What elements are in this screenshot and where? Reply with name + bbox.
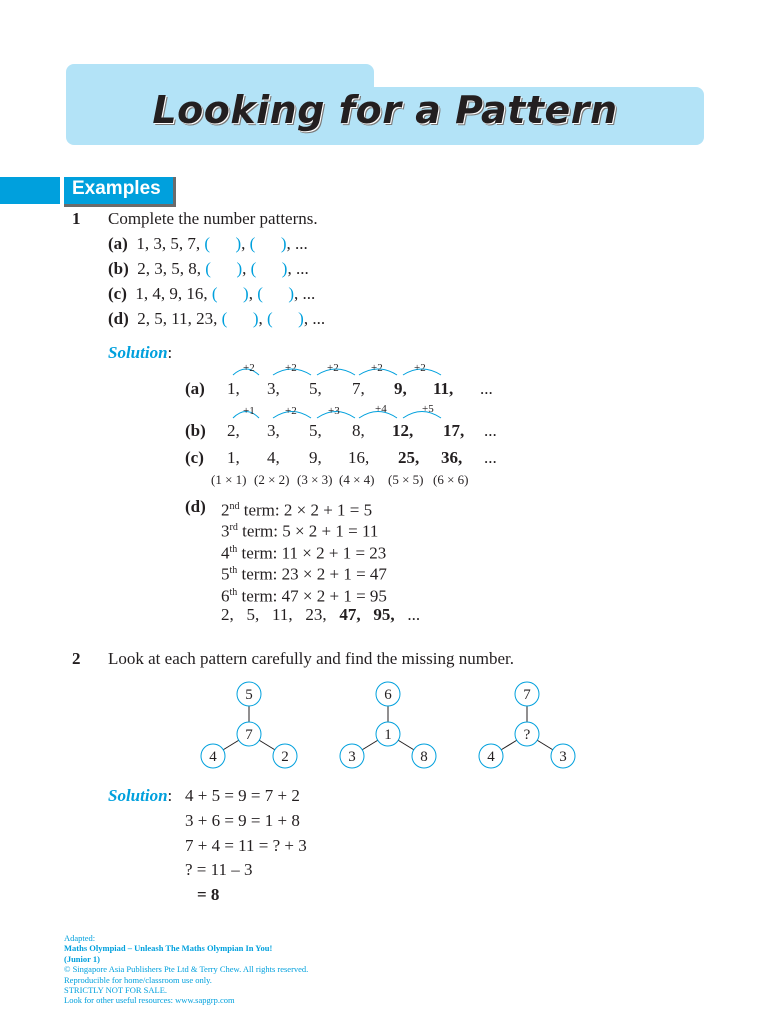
sequence-answer: 12, xyxy=(392,421,414,440)
sequence-term: 3, xyxy=(267,379,280,398)
sequence-tail: , ... xyxy=(286,234,308,253)
ordinal-suffix: th xyxy=(229,587,238,598)
sequence-ellipsis: ... xyxy=(484,448,497,467)
step-label: +4 xyxy=(375,403,387,415)
step-label: +2 xyxy=(243,362,255,374)
node-value: 7 xyxy=(523,687,531,703)
part-label: (d) xyxy=(185,497,206,516)
sequence-answer: 47, xyxy=(339,605,361,624)
term-formula: term: 5 × 2 + 1 = 11 xyxy=(237,521,379,541)
footer-line: Adapted: xyxy=(64,933,96,943)
connector-line xyxy=(259,740,275,749)
term-index: 6 xyxy=(221,586,230,606)
solution-line: ? = 11 – 3 xyxy=(185,860,253,879)
q1-part-a xyxy=(108,234,308,254)
answer-blank: ( ) xyxy=(257,284,295,303)
square-note: (4 × 4) xyxy=(339,472,375,487)
question-1-prompt: Complete the number patterns. xyxy=(108,209,318,228)
separator: , xyxy=(242,259,247,278)
solution-word: Solution xyxy=(108,343,168,362)
sequence-term: 3, xyxy=(267,421,280,440)
solution-line: 7 + 4 = 11 = ? + 3 xyxy=(185,836,307,855)
part-sequence: 1, 4, 9, 16, xyxy=(135,284,208,303)
node-value: 3 xyxy=(348,749,356,765)
node-value: 6 xyxy=(384,687,392,703)
step-label: +2 xyxy=(371,362,383,374)
part-label: (a) xyxy=(185,379,205,398)
page-title: Looking for a Pattern xyxy=(152,88,618,132)
term-formula: term: 2 × 2 + 1 = 5 xyxy=(239,500,373,520)
square-note: (3 × 3) xyxy=(297,472,333,487)
connector-line xyxy=(537,740,553,749)
solution-answer: = 8 xyxy=(197,885,220,904)
q1-part-c xyxy=(108,284,315,304)
question-2-number: 2 xyxy=(72,649,81,668)
part-label: (b) xyxy=(185,421,206,440)
section-heading: Examples xyxy=(72,178,161,199)
sequence-answer: 17, xyxy=(443,421,465,440)
part-label: (a) xyxy=(108,234,128,253)
step-label: +5 xyxy=(422,403,434,415)
term-index: 2 xyxy=(221,500,230,520)
answer-blank: ( ) xyxy=(250,259,288,278)
solution-line: 4 + 5 = 9 = 7 + 2 xyxy=(185,786,300,805)
answer-blank: ( ) xyxy=(205,259,243,278)
solution-word: Solution xyxy=(108,786,168,805)
part-label: (c) xyxy=(108,284,127,303)
sequence-ellipsis: ... xyxy=(480,379,493,398)
answer-blank: ( ) xyxy=(249,234,287,253)
sequence-term: 9, xyxy=(309,448,322,467)
term-line xyxy=(221,561,387,585)
sequence-term: 2, xyxy=(227,421,240,440)
sequence-answer: 36, xyxy=(441,448,463,467)
sequence-ellipsis: ... xyxy=(407,605,421,624)
connector-line xyxy=(223,740,239,749)
sequence-term: 16, xyxy=(348,448,370,467)
sequence-answer: 11, xyxy=(433,379,454,398)
part-sequence: 2, 5, 11, 23, xyxy=(137,309,218,328)
node-value: 2 xyxy=(281,749,289,765)
ordinal-suffix: th xyxy=(229,544,238,555)
question-1-number: 1 xyxy=(72,209,81,228)
step-label: +2 xyxy=(327,362,339,374)
sequence-tail: , ... xyxy=(287,259,309,278)
sequence-term: 8, xyxy=(352,421,365,440)
footer-resources: Look for other useful resources: www.sapgrp.com xyxy=(64,995,235,1006)
answer-blank: ( ) xyxy=(221,309,259,328)
answer-blank: ( ) xyxy=(211,284,249,303)
term-index: 4 xyxy=(221,543,230,563)
part-label: (b) xyxy=(108,259,129,278)
part-sequence: 1, 3, 5, 7, xyxy=(136,234,201,253)
tree-diagram xyxy=(340,682,436,768)
solution-colon: : xyxy=(167,786,173,805)
question-2-prompt: Look at each pattern carefully and find the missing number. xyxy=(108,649,514,668)
sequence-answer: 95, xyxy=(373,605,395,624)
square-note: (1 × 1) xyxy=(211,472,247,487)
term-line xyxy=(221,518,378,542)
part-label: (d) xyxy=(108,309,129,328)
footer-line: Reproducible for home/classroom use only. xyxy=(64,974,212,985)
connector-line xyxy=(362,740,378,749)
term-formula: term: 11 × 2 + 1 = 23 xyxy=(237,543,387,563)
sequence-answer: 25, xyxy=(398,448,420,467)
sequence-term: 5, xyxy=(309,421,322,440)
sequence-term: 7, xyxy=(352,379,365,398)
separator: , xyxy=(258,309,263,328)
square-note: (6 × 6) xyxy=(433,472,469,487)
connector-line xyxy=(501,740,517,749)
solution-colon: : xyxy=(167,343,173,362)
footer-book-title: Maths Olympiad – Unleash The Maths Olympian In You! xyxy=(64,943,273,954)
sequence-tail: , ... xyxy=(303,309,326,328)
footer-book-level: (Junior 1) xyxy=(64,953,100,964)
footer-line: STRICTLY NOT FOR SALE. xyxy=(64,985,168,996)
sequence-term: 5, xyxy=(309,379,322,398)
square-note: (2 × 2) xyxy=(254,472,290,487)
term-index: 5 xyxy=(221,564,230,584)
section-strip xyxy=(0,177,60,204)
step-label: +1 xyxy=(243,405,255,417)
part-sequence: 2, 3, 5, 8, xyxy=(137,259,202,278)
separator: , xyxy=(248,284,253,303)
sequence-term: 4, xyxy=(267,448,280,467)
separator: , xyxy=(241,234,246,253)
solution-line: 3 + 6 = 9 = 1 + 8 xyxy=(185,811,300,830)
tree-diagram xyxy=(201,682,297,768)
node-value: ? xyxy=(523,727,531,743)
step-label: +2 xyxy=(285,362,297,374)
node-value: 8 xyxy=(420,749,428,765)
node-value: 3 xyxy=(559,749,567,765)
term-formula: term: 23 × 2 + 1 = 47 xyxy=(237,564,387,584)
part-label: (c) xyxy=(185,448,204,467)
ordinal-suffix: th xyxy=(229,565,238,576)
term-index: 3 xyxy=(221,521,230,541)
footer-copyright: © Singapore Asia Publishers Pte Ltd & Terry Chew. All rights reserved. xyxy=(64,964,309,975)
q1-part-b xyxy=(108,259,309,279)
sequence-tail: , ... xyxy=(294,284,316,303)
term-sequence xyxy=(221,605,420,625)
answer-blank: ( ) xyxy=(266,309,304,328)
node-value: 4 xyxy=(487,749,495,765)
tree-diagrams xyxy=(190,672,590,778)
sequence-terms: 2, 5, 11, 23, xyxy=(221,605,327,624)
node-value: 7 xyxy=(245,727,253,743)
ordinal-suffix: nd xyxy=(229,501,240,512)
term-line xyxy=(221,583,387,607)
node-value: 1 xyxy=(384,727,392,743)
q1-part-d xyxy=(108,309,325,329)
node-value: 4 xyxy=(209,749,217,765)
solution-label-2 xyxy=(108,786,172,806)
sequence-term: 1, xyxy=(227,379,240,398)
sequence-term: 1, xyxy=(227,448,240,467)
step-label: +2 xyxy=(414,362,426,374)
answer-blank: ( ) xyxy=(204,234,242,253)
term-formula: term: 47 × 2 + 1 = 95 xyxy=(237,586,387,606)
ordinal-suffix: rd xyxy=(229,522,238,533)
solution-label-1 xyxy=(108,343,172,363)
connector-line xyxy=(398,740,414,749)
sequence-ellipsis: ... xyxy=(484,421,497,440)
step-label: +2 xyxy=(285,405,297,417)
tree-diagram xyxy=(479,682,575,768)
node-value: 5 xyxy=(245,687,253,703)
square-note: (5 × 5) xyxy=(388,472,424,487)
footer xyxy=(64,933,394,1006)
step-label: +3 xyxy=(328,405,340,417)
sequence-answer: 9, xyxy=(394,379,407,398)
